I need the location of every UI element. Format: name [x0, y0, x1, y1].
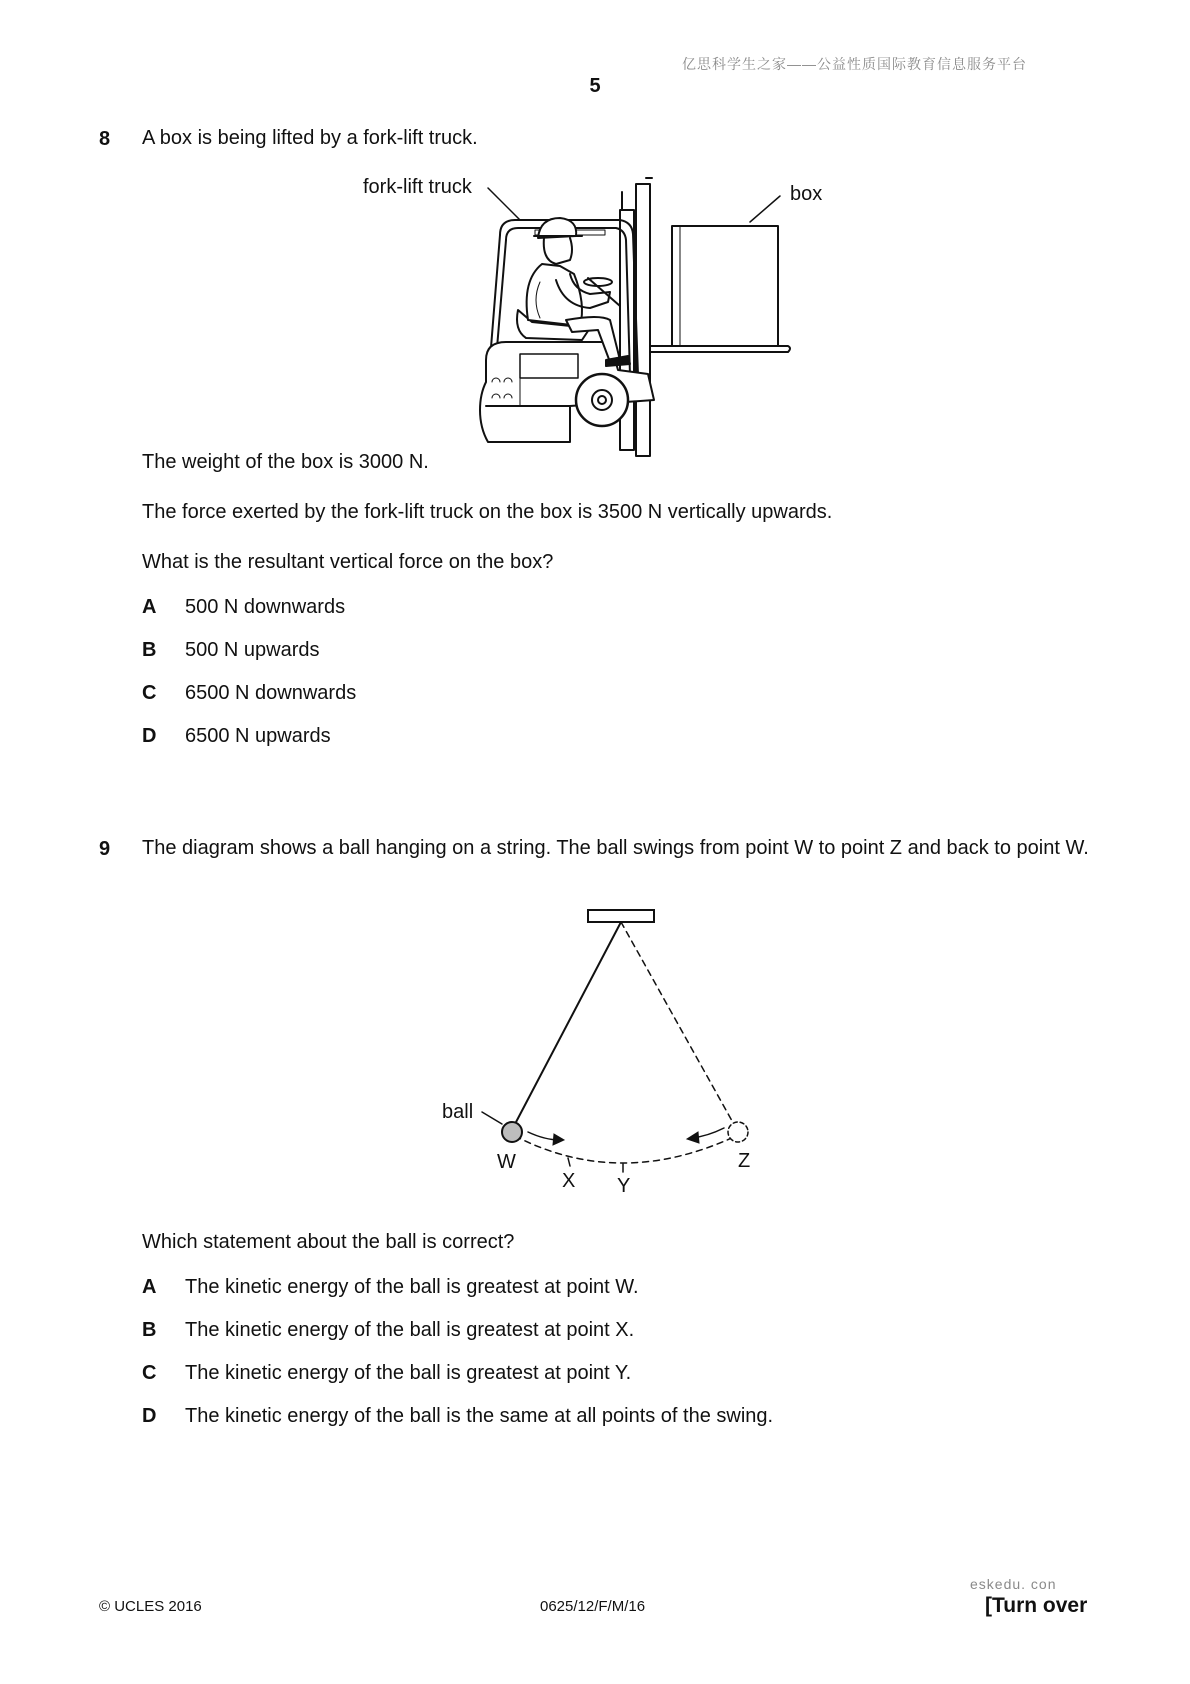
q9-question: Which statement about the ball is correct?	[142, 1231, 515, 1253]
q8-option-c-letter: C	[142, 682, 157, 704]
q8-option-a-letter: A	[142, 596, 157, 618]
q8-option-d-letter: D	[142, 725, 157, 747]
q9-option-d-text: The kinetic energy of the ball is the same at all points of the swing.	[185, 1405, 774, 1427]
question-9-number: 9	[99, 838, 111, 860]
pendulum-diagram	[430, 900, 770, 1200]
forklift-diagram	[470, 170, 810, 460]
q8-force-statement: The force exerted by the fork-lift truck on the box is 3500 N vertically upwards.	[142, 501, 833, 523]
q8-option-b-letter: B	[142, 639, 157, 661]
q8-option-b-text: 500 N upwards	[185, 639, 320, 661]
q8-option-a-text: 500 N downwards	[185, 596, 346, 618]
label-ball: ball	[442, 1101, 474, 1123]
question-9-stem: The diagram shows a ball hanging on a string. The ball swings from point W to point Z and back to point W.	[142, 837, 1089, 859]
q9-option-b-text: The kinetic energy of the ball is greatest at point X.	[185, 1319, 635, 1341]
page-number: 5	[589, 75, 601, 97]
q9-option-a-letter: A	[142, 1276, 157, 1298]
label-Z: Z	[738, 1150, 751, 1172]
label-fork-lift-truck: fork-lift truck	[363, 176, 472, 198]
site-watermark: eskedu. con	[970, 1576, 1057, 1592]
q8-question: What is the resultant vertical force on the box?	[142, 551, 554, 573]
q8-option-d-text: 6500 N upwards	[185, 725, 331, 747]
q8-option-c-text: 6500 N downwards	[185, 682, 357, 704]
watermark-text: 亿思科学生之家——公益性质国际教育信息服务平台	[682, 56, 1027, 72]
label-W: W	[497, 1151, 516, 1173]
q9-option-b-letter: B	[142, 1319, 157, 1341]
q9-option-d-letter: D	[142, 1405, 157, 1427]
q8-weight-statement: The weight of the box is 3000 N.	[142, 451, 429, 473]
turn-over-label: [Turn over	[985, 1594, 1088, 1617]
q9-option-c-letter: C	[142, 1362, 157, 1384]
label-box: box	[790, 183, 823, 205]
label-X: X	[562, 1170, 576, 1192]
q9-option-c-text: The kinetic energy of the ball is greatest at point Y.	[185, 1362, 632, 1384]
footer-paper-code: 0625/12/F/M/16	[540, 1598, 646, 1615]
question-8-number: 8	[99, 128, 111, 150]
footer-copyright: © UCLES 2016	[99, 1598, 202, 1615]
q9-option-a-text: The kinetic energy of the ball is greatest at point W.	[185, 1276, 639, 1298]
label-Y: Y	[617, 1175, 631, 1197]
question-8-stem: A box is being lifted by a fork-lift truck.	[142, 127, 478, 149]
